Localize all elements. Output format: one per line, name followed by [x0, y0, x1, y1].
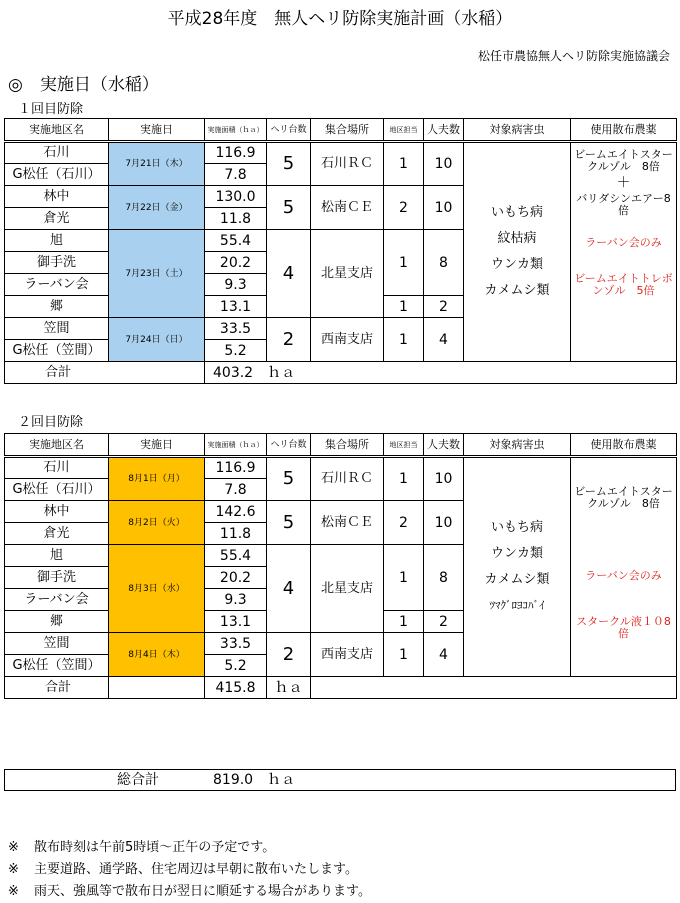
- pest-item: ウンカ類: [490, 546, 543, 561]
- heli-cell: 5: [267, 142, 311, 186]
- staff-cell: 1: [384, 633, 424, 677]
- district-cell: 御手洗: [5, 567, 109, 589]
- staff-cell: 1: [384, 318, 424, 362]
- header-heli: ヘリ台数: [267, 119, 311, 142]
- area-cell: 142.6: [205, 501, 267, 523]
- date-cell: 8月3日（水）: [109, 545, 205, 633]
- header-district: 実施地区名: [5, 119, 109, 142]
- staff-cell: 1: [384, 545, 424, 611]
- note-mark: ※: [8, 884, 19, 899]
- district-cell: G松任（笠間）: [5, 340, 109, 362]
- people-cell: 10: [424, 501, 464, 545]
- district-cell: 林中: [5, 501, 109, 523]
- date-cell: 8月2日（火）: [109, 501, 205, 545]
- organization-name: 松任市農協無人ヘリ防除実施協議会: [477, 49, 670, 63]
- table-row: [5, 142, 677, 164]
- page-title: 平成28年度 無人ヘリ防除実施計画（水稲）: [167, 9, 513, 29]
- heli-cell: 5: [267, 457, 311, 501]
- area-cell: 13.1: [205, 611, 267, 633]
- place-cell: 松南ＣＥ: [311, 501, 384, 545]
- agent-item: スタークル液１０8倍: [576, 615, 671, 640]
- table-header-row: [5, 434, 677, 457]
- people-cell: 4: [424, 633, 464, 677]
- area-cell: 9.3: [205, 589, 267, 611]
- district-cell: G松任（笠間）: [5, 655, 109, 677]
- district-cell: ラーバン会: [5, 274, 109, 296]
- header-place: 集合場所: [311, 119, 384, 142]
- pest-cell: [464, 142, 571, 362]
- total-value: 415.8: [205, 677, 267, 699]
- people-cell: 10: [424, 142, 464, 186]
- header-district: 実施地区名: [5, 434, 109, 457]
- district-cell: 旭: [5, 545, 109, 567]
- grand-total-label: 総合計: [117, 772, 159, 788]
- grand-total-value: 819.0 ｈａ: [213, 772, 296, 788]
- district-cell: 石川: [5, 142, 109, 164]
- note-item: [8, 837, 371, 859]
- area-cell: 55.4: [205, 230, 267, 252]
- area-cell: 20.2: [205, 252, 267, 274]
- pest-item: ウンカ類: [490, 257, 543, 272]
- agent-cell: [571, 142, 677, 362]
- pest-item: いもち病: [490, 205, 543, 220]
- people-cell: 10: [424, 186, 464, 230]
- round1-table: [4, 118, 677, 384]
- pest-cell: [464, 457, 571, 677]
- note-mark: ※: [8, 840, 19, 855]
- district-cell: 倉光: [5, 523, 109, 545]
- date-cell: 7月22日（金）: [109, 186, 205, 230]
- heli-cell: 4: [267, 545, 311, 633]
- people-cell: 2: [424, 611, 464, 633]
- area-cell: 7.8: [205, 479, 267, 501]
- grand-total-box: [4, 769, 676, 791]
- agent-item: ラーバン会のみ: [585, 569, 662, 582]
- total-label: 合計: [5, 362, 205, 384]
- header-people: 人夫数: [424, 434, 464, 457]
- round2-label: ２回目防除: [18, 415, 84, 430]
- district-cell: 倉光: [5, 208, 109, 230]
- note-text: 散布時刻は午前5時頃～正午の予定です。: [34, 840, 276, 855]
- area-cell: 7.8: [205, 164, 267, 186]
- header-place: 集合場所: [311, 434, 384, 457]
- district-cell: 笠間: [5, 318, 109, 340]
- pest-item: 紋枯病: [497, 231, 537, 246]
- place-cell: 石川ＲＣ: [311, 142, 384, 186]
- people-cell: 2: [424, 296, 464, 318]
- section-heading: ◎ 実施日（水稲）: [8, 75, 159, 95]
- area-cell: 33.5: [205, 633, 267, 655]
- pest-item: カメムシ類: [484, 283, 550, 298]
- header-agent: 使用散布農薬: [571, 119, 677, 142]
- date-cell: 8月4日（木）: [109, 633, 205, 677]
- header-area: 実施面積（ｈａ）: [205, 119, 267, 142]
- area-cell: 33.5: [205, 318, 267, 340]
- place-cell: 北星支店: [311, 545, 384, 633]
- people-cell: 4: [424, 318, 464, 362]
- date-cell: 7月24日（日）: [109, 318, 205, 362]
- place-cell: 北星支店: [311, 230, 384, 318]
- agent-item: ビームエイトスタークルゾル 8倍: [574, 485, 673, 510]
- heli-cell: 5: [267, 186, 311, 230]
- table-row: [5, 457, 677, 479]
- district-cell: G松任（石川）: [5, 479, 109, 501]
- table-header-row: [5, 119, 677, 142]
- area-cell: 13.1: [205, 296, 267, 318]
- staff-cell: 2: [384, 186, 424, 230]
- area-cell: 9.3: [205, 274, 267, 296]
- total-empty-cell: [311, 677, 677, 699]
- total-row: [5, 362, 677, 384]
- heli-cell: 4: [267, 230, 311, 318]
- header-date: 実施日: [109, 434, 205, 457]
- staff-cell: 1: [384, 296, 424, 318]
- date-cell: 7月23日（土）: [109, 230, 205, 318]
- total-label: 合計: [5, 677, 109, 699]
- place-cell: 石川ＲＣ: [311, 457, 384, 501]
- heli-cell: 5: [267, 501, 311, 545]
- staff-cell: 2: [384, 501, 424, 545]
- header-staff: 地区担当: [384, 434, 424, 457]
- staff-cell: 1: [384, 611, 424, 633]
- header-agent: 使用散布農薬: [571, 434, 677, 457]
- area-cell: 5.2: [205, 340, 267, 362]
- note-item: [8, 881, 371, 903]
- district-cell: 旭: [5, 230, 109, 252]
- pest-item: ﾂﾏｸﾞﾛﾖｺﾊﾞｲ: [489, 599, 545, 612]
- staff-cell: 1: [384, 230, 424, 296]
- people-cell: 10: [424, 457, 464, 501]
- pest-item: カメムシ類: [484, 572, 550, 587]
- header-pest: 対象病害虫: [464, 434, 571, 457]
- district-cell: 郷: [5, 611, 109, 633]
- total-row: [5, 677, 677, 699]
- date-cell: 7月21日（木）: [109, 142, 205, 186]
- header-pest: 対象病害虫: [464, 119, 571, 142]
- heli-cell: 2: [267, 318, 311, 362]
- people-cell: 8: [424, 545, 464, 611]
- agent-item: ラーバン会のみ: [585, 236, 662, 249]
- agent-item: ビームエイトスタークルゾル 8倍: [574, 148, 673, 173]
- district-cell: 御手洗: [5, 252, 109, 274]
- area-cell: 11.8: [205, 523, 267, 545]
- people-cell: 8: [424, 230, 464, 296]
- agent-item: バリダシンエアー8倍: [576, 192, 671, 217]
- agent-cell: [571, 457, 677, 677]
- header-date: 実施日: [109, 119, 205, 142]
- place-cell: 西南支店: [311, 318, 384, 362]
- total-empty-cell: [109, 677, 205, 699]
- district-cell: 笠間: [5, 633, 109, 655]
- round2-table: [4, 433, 677, 699]
- place-cell: 松南ＣＥ: [311, 186, 384, 230]
- header-heli: ヘリ台数: [267, 434, 311, 457]
- agent-item: ビームエイトトレボンゾル 5倍: [574, 272, 673, 297]
- area-cell: 11.8: [205, 208, 267, 230]
- district-cell: ラーバン会: [5, 589, 109, 611]
- district-cell: 石川: [5, 457, 109, 479]
- heli-cell: 2: [267, 633, 311, 677]
- total-value: 403.2 ｈａ: [205, 362, 677, 384]
- district-cell: 林中: [5, 186, 109, 208]
- header-area: 実施面積（ｈａ）: [205, 434, 267, 457]
- staff-cell: 1: [384, 142, 424, 186]
- area-cell: 116.9: [205, 457, 267, 479]
- header-staff: 地区担当: [384, 119, 424, 142]
- staff-cell: 1: [384, 457, 424, 501]
- note-text: 雨天、強風等で散布日が翌日に順延する場合があります。: [34, 884, 371, 899]
- district-cell: 郷: [5, 296, 109, 318]
- area-cell: 55.4: [205, 545, 267, 567]
- date-cell: 8月1日（月）: [109, 457, 205, 501]
- area-cell: 5.2: [205, 655, 267, 677]
- place-cell: 西南支店: [311, 633, 384, 677]
- area-cell: 116.9: [205, 142, 267, 164]
- area-cell: 130.0: [205, 186, 267, 208]
- total-unit: ｈａ: [267, 677, 311, 699]
- notes-list: [8, 837, 371, 903]
- agent-item: ＋: [616, 175, 631, 191]
- note-mark: ※: [8, 862, 19, 877]
- pest-item: いもち病: [490, 520, 543, 535]
- note-text: 主要道路、通学路、住宅周辺は早朝に散布いたします。: [34, 862, 358, 877]
- district-cell: G松任（石川）: [5, 164, 109, 186]
- round1-label: １回目防除: [18, 102, 84, 117]
- area-cell: 20.2: [205, 567, 267, 589]
- header-people: 人夫数: [424, 119, 464, 142]
- note-item: [8, 859, 371, 881]
